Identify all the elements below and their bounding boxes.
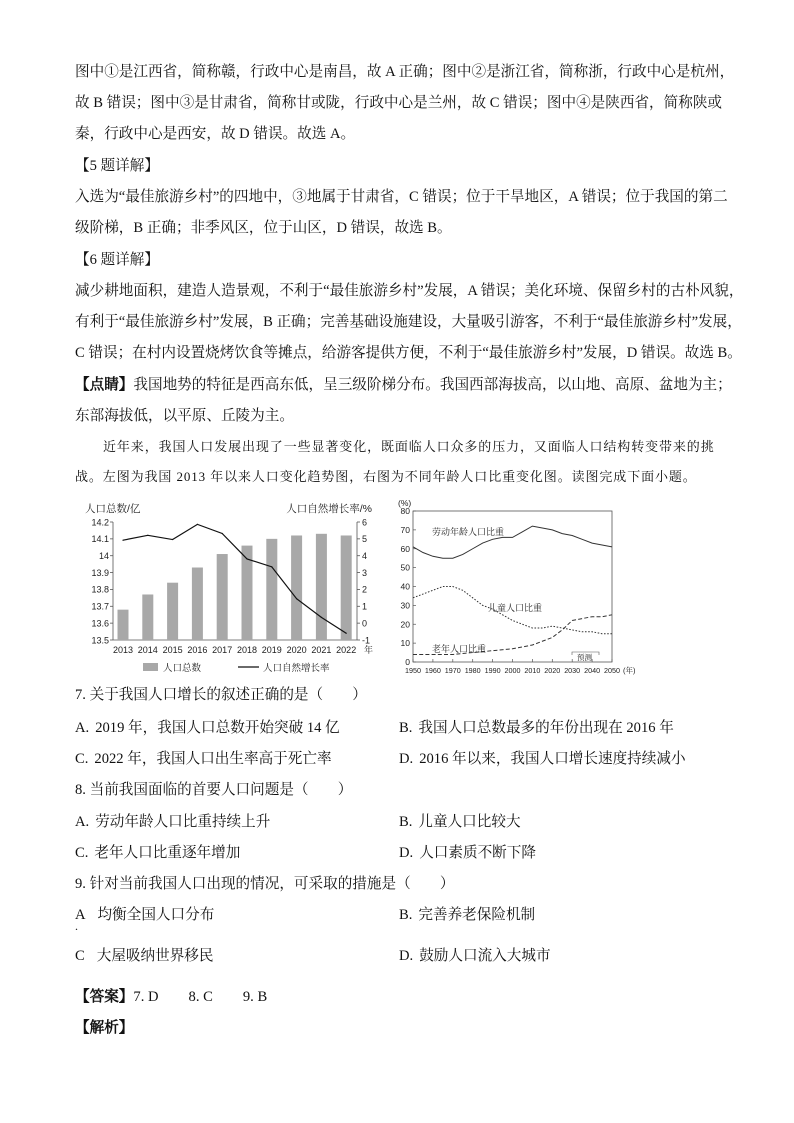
population-bar bbox=[217, 554, 228, 640]
x-tick-label: 2022 bbox=[336, 645, 357, 655]
option-c bbox=[75, 843, 240, 863]
right-tick-label: 4 bbox=[362, 551, 368, 562]
right-tick-label: 1 bbox=[362, 601, 368, 612]
option-text: 劳动年龄人口比重持续上升 bbox=[95, 814, 271, 830]
explanation-line: 故 B 错误；图中③是甘肃省，简称甘或陇，行政中心是兰州，故 C 错误；图中④是陕西省，简称陕或 bbox=[75, 95, 723, 111]
option-label: A bbox=[75, 907, 86, 923]
x-tick-label: 2014 bbox=[137, 645, 158, 655]
series-label-child: 儿童人口比重 bbox=[488, 603, 543, 613]
right-tick-label: 5 bbox=[362, 534, 368, 545]
answer-item: 8. C bbox=[188, 989, 213, 1005]
population-bar bbox=[266, 539, 277, 640]
x-tick-label: 2050 bbox=[604, 666, 620, 675]
y-tick-label: 20 bbox=[400, 619, 410, 630]
legend-label: 人口自然增长率 bbox=[263, 663, 330, 674]
y-tick-label: 60 bbox=[400, 543, 410, 554]
series-label-elderly: 老年人口比重 bbox=[432, 644, 487, 654]
x-tick-label: 2000 bbox=[504, 666, 521, 675]
analysis-heading: 【解析】 bbox=[75, 1020, 134, 1036]
explanation-line: 秦，行政中心是西安，故 D 错误。故选 A。 bbox=[75, 126, 356, 142]
growth-rate-line bbox=[123, 524, 346, 633]
x-tick-label: 2017 bbox=[212, 645, 233, 655]
growth-rate-point bbox=[197, 524, 198, 525]
growth-rate-point bbox=[346, 633, 347, 634]
intro-line: 战。左图为我国 2013 年以来人口变化趋势图，右图为不同年龄人口比重变化图。读图完成下面小题。 bbox=[75, 469, 697, 484]
option-text: 大屋吸纳世界移民 bbox=[96, 948, 214, 964]
population-bar bbox=[291, 535, 302, 640]
x-tick-label: 2018 bbox=[236, 645, 258, 655]
x-tick-label: 2020 bbox=[544, 666, 561, 675]
option-b bbox=[399, 905, 535, 925]
answer-line bbox=[75, 987, 267, 1007]
left-axis-title: 人口总数/亿 bbox=[85, 503, 141, 515]
answer-item: 9. B bbox=[242, 989, 268, 1005]
right-tick-label: 0 bbox=[362, 618, 368, 629]
left-tick-label: 14 bbox=[98, 551, 109, 562]
y-tick-label: 0 bbox=[405, 657, 410, 667]
option-a bbox=[75, 905, 214, 925]
forecast-label: 预测 bbox=[577, 653, 592, 662]
option-text: 2022 年，我国人口出生率高于死亡率 bbox=[94, 751, 332, 767]
option-text: 完善养老保险机制 bbox=[418, 907, 536, 923]
x-tick-label: 2021 bbox=[311, 645, 332, 655]
option-a bbox=[75, 718, 340, 738]
option-label: D. bbox=[399, 845, 414, 861]
option-label: C. bbox=[75, 751, 89, 767]
option-d bbox=[399, 843, 536, 863]
population-bar bbox=[192, 568, 203, 640]
y-tick-label: 50 bbox=[400, 562, 410, 573]
growth-rate-point bbox=[271, 566, 272, 567]
option-label: D. bbox=[399, 948, 414, 964]
growth-rate-point bbox=[296, 598, 297, 599]
growth-rate-point bbox=[222, 533, 223, 534]
option-label: C bbox=[75, 948, 85, 964]
x-tick-label: 1960 bbox=[424, 666, 441, 675]
option-text: 老年人口比重逐年增加 bbox=[94, 845, 241, 861]
population-bar bbox=[341, 535, 352, 640]
right-axis-title: 人口自然增长率/% bbox=[286, 503, 372, 515]
explanation-line: 有利于“最佳旅游乡村”发展，B 正确；完善基础设施建设，大量吸引游客，不利于“最佳旅游乡村”发展， bbox=[75, 314, 742, 330]
x-tick-label: 1980 bbox=[464, 666, 481, 675]
population-bar bbox=[167, 583, 178, 640]
growth-rate-point bbox=[321, 617, 322, 618]
left-tick-label: 14.1 bbox=[91, 534, 109, 545]
question-stem: 8. 当前我国面临的首要人口问题是（ ） bbox=[75, 782, 353, 798]
option-label: D. bbox=[399, 751, 414, 767]
right-tick-label: 3 bbox=[362, 567, 368, 578]
option-d bbox=[399, 749, 686, 769]
y-tick-label: 30 bbox=[400, 600, 410, 611]
explanation-line: 图中①是江西省，简称赣，行政中心是南昌，故 A 正确；图中②是浙江省，简称浙，行政中心是杭州， bbox=[75, 64, 735, 80]
legend-label: 人口总数 bbox=[163, 663, 202, 674]
section-heading-q5: 【5 题详解】 bbox=[75, 158, 159, 174]
x-tick-label: 2019 bbox=[261, 645, 282, 655]
option-a bbox=[75, 812, 270, 832]
population-trend-chart bbox=[78, 496, 378, 681]
left-tick-label: 13.9 bbox=[91, 567, 109, 578]
explanation-line: 入选为“最佳旅游乡村”的四地中，③地属于甘肃省，C 错误；位于干旱地区，A 错误；位于我国的第二 bbox=[75, 189, 728, 205]
x-tick-label: 2010 bbox=[524, 666, 541, 675]
key-point-line bbox=[75, 375, 732, 395]
x-tick-label: 1990 bbox=[484, 666, 501, 675]
explanation-line: 级阶梯，B 正确；非季风区，位于山区，D 错误，故选 B。 bbox=[75, 220, 452, 236]
option-label: C. bbox=[75, 845, 89, 861]
question-stem: 7. 关于我国人口增长的叙述正确的是（ ） bbox=[75, 687, 367, 703]
growth-rate-point bbox=[147, 535, 148, 536]
x-tick-label: 2013 bbox=[112, 645, 134, 655]
key-point-line: 东部海拔低，以平原、丘陵为主。 bbox=[75, 408, 294, 424]
option-label: A. bbox=[75, 814, 90, 830]
series-label-labor: 劳动年龄人口比重 bbox=[432, 527, 505, 537]
y-tick-label: 80 bbox=[400, 506, 410, 516]
x-tick-label: 2016 bbox=[187, 645, 208, 655]
option-text: 我国人口总数最多的年份出现在 2016 年 bbox=[418, 720, 674, 736]
x-tick-label: 2040 bbox=[584, 666, 601, 675]
option-label: A. bbox=[75, 720, 90, 736]
x-tick-label: 1970 bbox=[444, 666, 461, 675]
x-tick-label: 2015 bbox=[162, 645, 183, 655]
stray-mark: . bbox=[75, 919, 78, 933]
option-c bbox=[75, 749, 332, 769]
right-tick-label: 6 bbox=[362, 517, 368, 528]
option-c bbox=[75, 946, 214, 966]
option-text: 2016 年以来，我国人口增长速度持续减小 bbox=[419, 751, 686, 767]
y-axis-unit: (%) bbox=[398, 498, 412, 508]
question-stem: 9. 针对当前我国人口出现的情况，可采取的措施是（ ） bbox=[75, 876, 455, 892]
x-tick-label: 1950 bbox=[405, 666, 421, 675]
key-point-text: 我国地势的特征是西高东低，呈三级阶梯分布。我国西部海拔高，以山地、高原、盆地为主； bbox=[133, 377, 732, 393]
left-tick-label: 13.8 bbox=[91, 584, 109, 595]
left-tick-label: 14.2 bbox=[91, 517, 109, 528]
right-tick-label: -1 bbox=[362, 635, 371, 646]
left-tick-label: 13.6 bbox=[91, 618, 109, 629]
option-b bbox=[399, 718, 674, 738]
x-unit-label: 年 bbox=[364, 645, 374, 655]
right-tick-label: 2 bbox=[362, 584, 368, 595]
y-tick-label: 40 bbox=[400, 581, 410, 592]
legend-bar-swatch bbox=[143, 663, 158, 671]
option-text: 2019 年，我国人口总数开始突破 14 亿 bbox=[95, 720, 340, 736]
explanation-line: C 错误；在村内设置烧烤饮食等摊点，给游客提供方便，不利于“最佳旅游乡村”发展，D 错误。故选 B。 bbox=[75, 345, 742, 361]
option-label: B. bbox=[399, 720, 413, 736]
intro-line: 近年来，我国人口发展出现了一些显著变化，既面临人口众多的压力，又面临人口结构转变带来的挑 bbox=[103, 439, 715, 454]
option-label: B. bbox=[399, 907, 413, 923]
answer-label: 【答案】 bbox=[75, 989, 134, 1005]
key-point-label: 【点睛】 bbox=[75, 377, 134, 393]
option-text: 鼓励人口流入大城市 bbox=[419, 948, 551, 964]
x-tick-label: 2020 bbox=[286, 645, 307, 655]
y-tick-label: 10 bbox=[400, 638, 410, 649]
option-b bbox=[399, 812, 521, 832]
x-tick-label: 2030 bbox=[564, 666, 581, 675]
answer-item: 7. D bbox=[133, 989, 159, 1005]
option-text: 人口素质不断下降 bbox=[419, 845, 536, 861]
explanation-line: 减少耕地面积，建造人造景观，不利于“最佳旅游乡村”发展，A 错误；美化环境、保留乡村的古朴风貌， bbox=[75, 283, 744, 299]
y-tick-label: 70 bbox=[400, 524, 410, 535]
growth-rate-point bbox=[172, 539, 173, 540]
x-unit-label: (年) bbox=[623, 666, 636, 675]
population-bar bbox=[142, 594, 153, 640]
option-text: 儿童人口比较大 bbox=[418, 814, 521, 830]
option-text: 均衡全国人口分布 bbox=[97, 907, 215, 923]
growth-rate-point bbox=[122, 540, 123, 541]
left-tick-label: 13.7 bbox=[91, 601, 109, 612]
section-heading-q6: 【6 题详解】 bbox=[75, 252, 159, 268]
option-d bbox=[399, 946, 551, 966]
option-label: B. bbox=[399, 814, 413, 830]
age-structure-chart bbox=[393, 496, 653, 681]
population-bar bbox=[118, 610, 129, 640]
population-bar bbox=[316, 534, 327, 640]
left-tick-label: 13.5 bbox=[91, 635, 109, 646]
growth-rate-point bbox=[246, 558, 247, 559]
